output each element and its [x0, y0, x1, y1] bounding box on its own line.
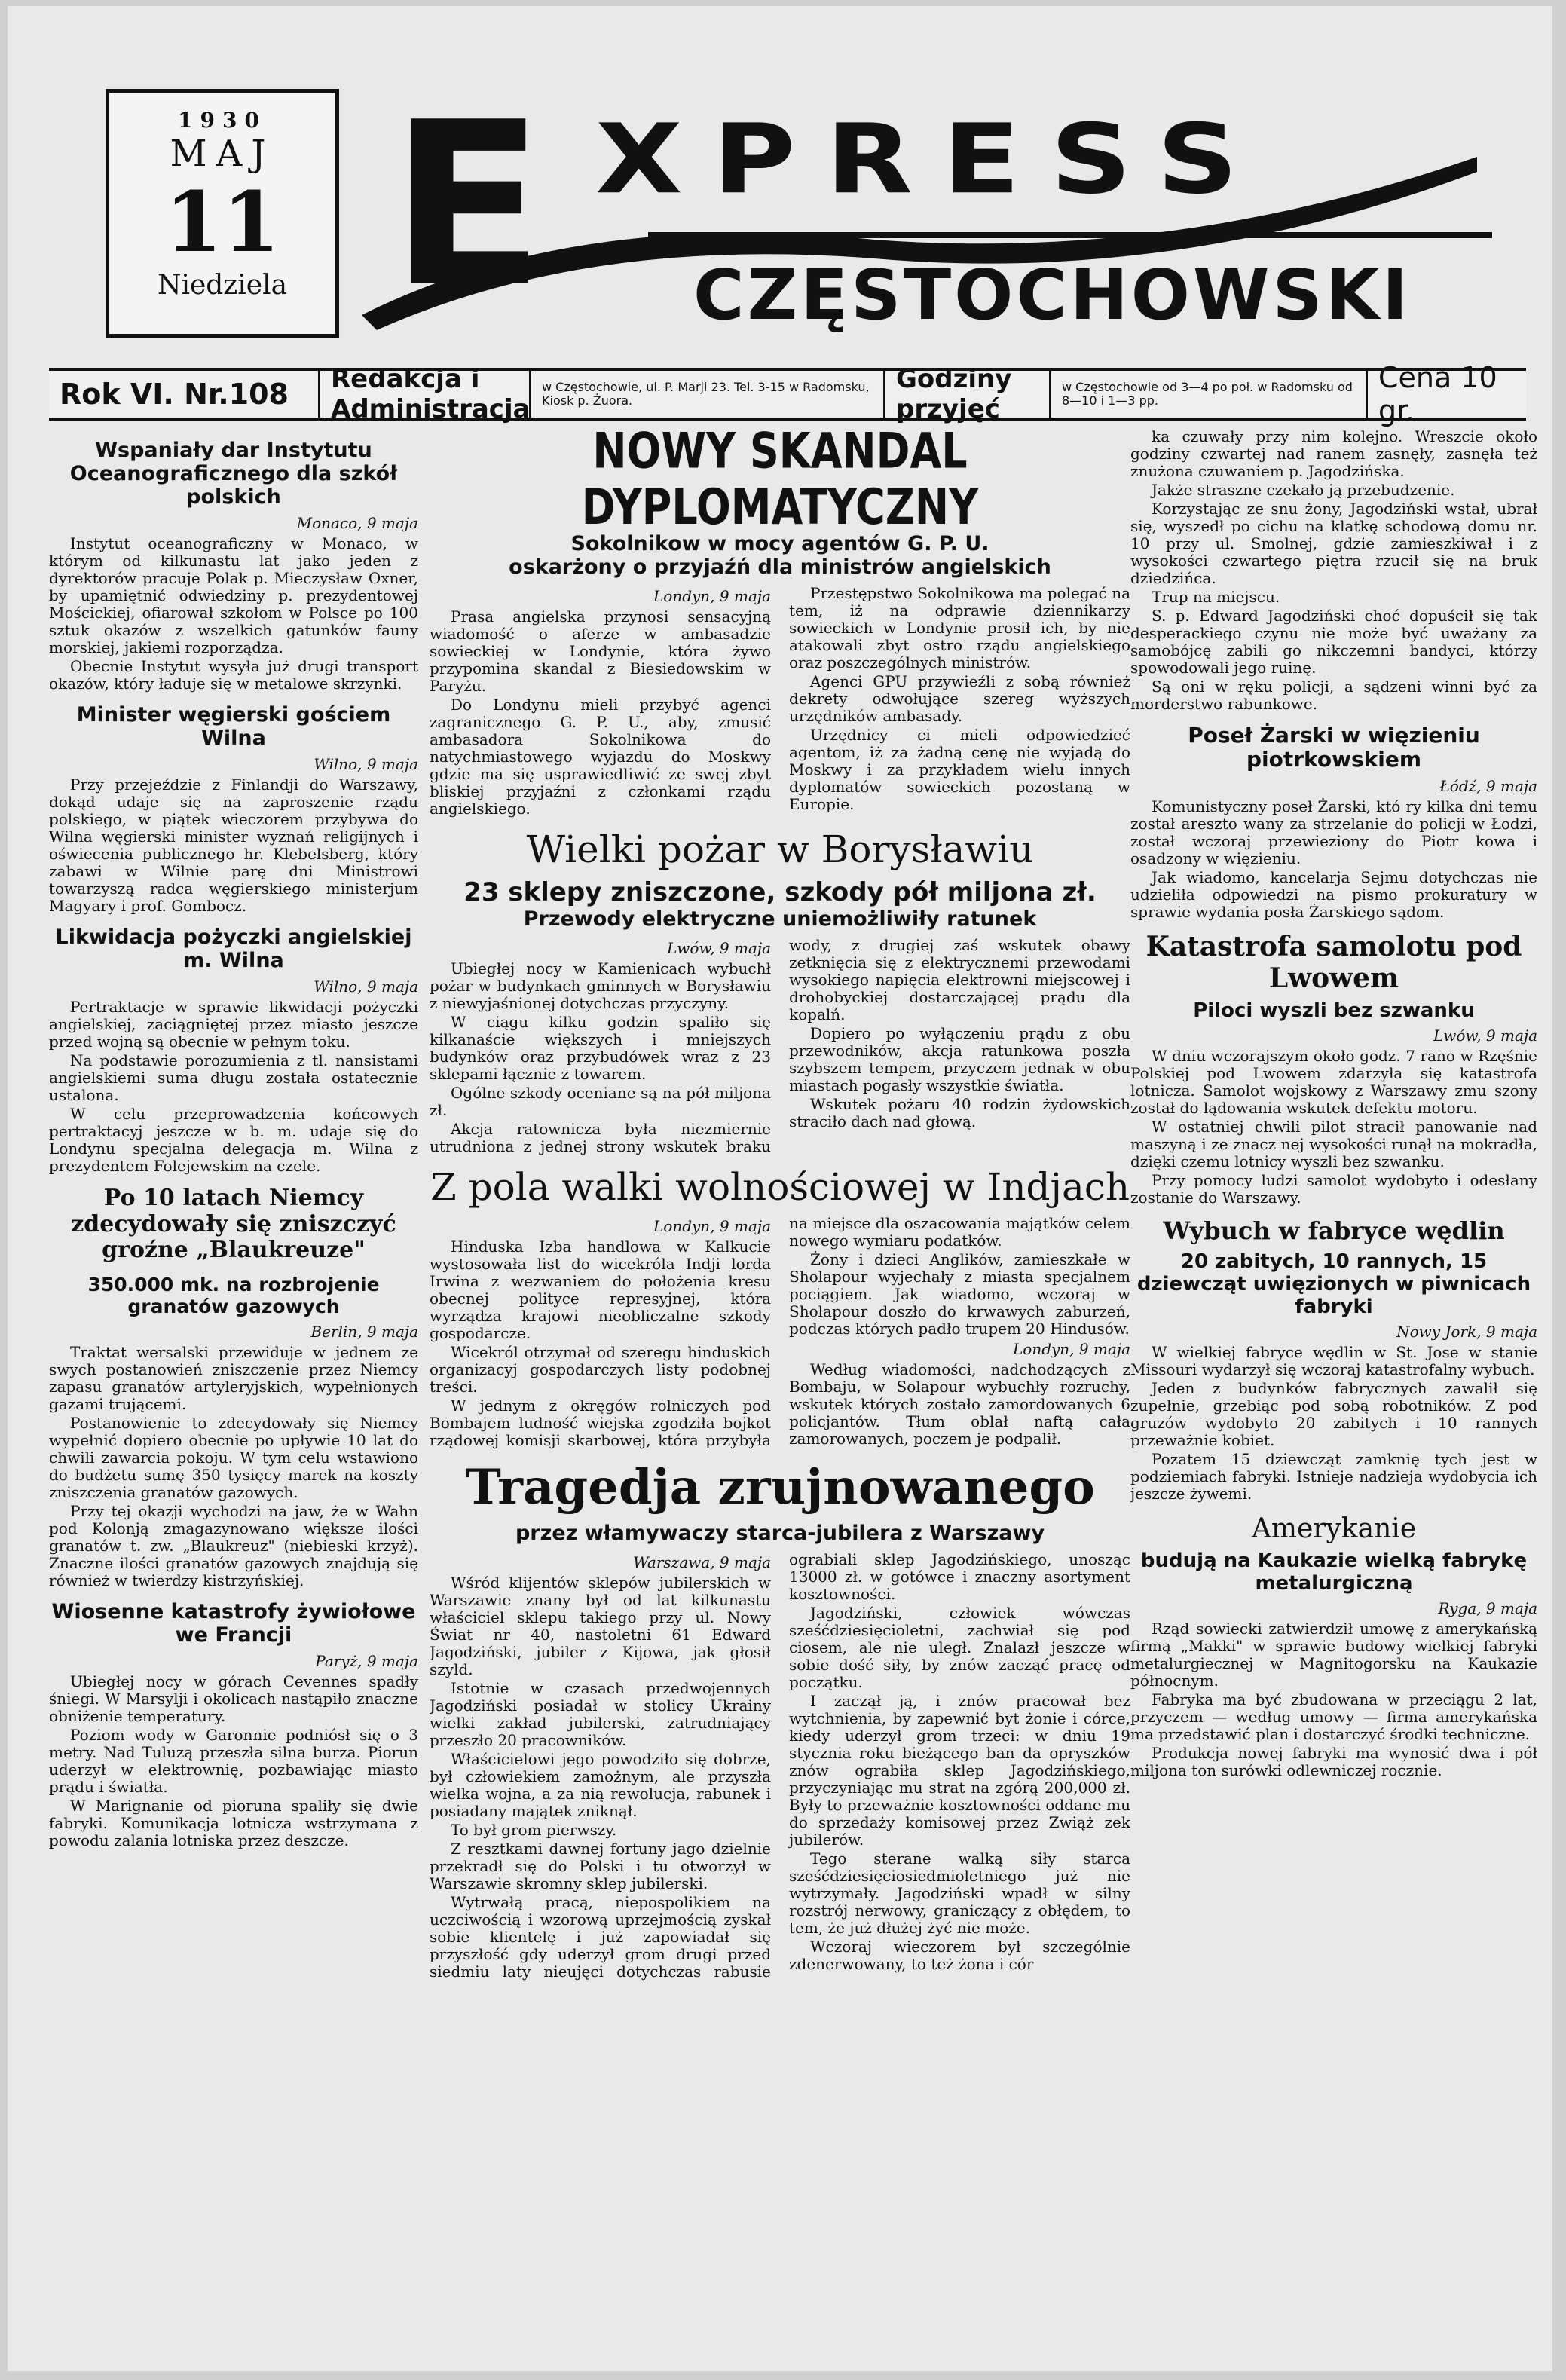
paragraph: W jednym z okręgów rolniczych pod Bombajem ludność wiejska zgodziła bojkot rządowej komisji skarbowej, która przybyła na miejsce dla oszacowania majątków celem nowego wymiaru podatków. — [430, 1214, 1130, 1450]
article-headline: Tragedja zrujnowanego — [465, 1459, 1095, 1516]
article-subheadline: 350.000 mk. na rozbrojenie granatów gazowych — [87, 1273, 380, 1317]
article-subheadline: budują na Kaukazie wielką fabrykę metalurgiczną — [1140, 1549, 1528, 1595]
main-headline: NOWY SKANDAL DYPLOMATYCZNY — [581, 428, 979, 536]
date-year: 1930 — [178, 108, 267, 133]
paragraph: W ciągu kilku godzin spaliło się kilkanaście większych i mniejszych budynków oraz przybudówek wraz z 23 sklepami łącznie z towarem. — [430, 1012, 771, 1083]
dateline: Londyn, 9 maja — [653, 1217, 771, 1236]
article-headline: Amerykanie — [1251, 1513, 1417, 1544]
paragraph: Komunistyczny poseł Żarski, któ ry kilka dni temu został areszto wany za strzelanie do policji w Łodzi, został wczoraj przewieziony do Piotr kowa i osadzony w więzieniu. — [1130, 797, 1537, 868]
article-subheadline: Przewody elektryczne uniemożliwiły ratunek — [523, 907, 1037, 931]
paragraph: Wskutek pożaru 40 rodzin żydowskich straciło dach nad głową. — [789, 1094, 1130, 1130]
paragraph: Traktat wersalski przewiduje w jednem ze swych postanowień zniszczenie przez Niemcy zapasu granatów artyleryjskich, wypełnionych gazami trującemi. — [49, 1343, 418, 1414]
paragraph: Pertraktacje w sprawie likwidacji pożyczki angielskiej, zaciągniętej przez miasto jeszcze przed wojną są obecnie w pełnym toku. — [49, 998, 418, 1051]
paragraph: ka czuwały przy nim kolejno. Wreszcie około godziny czwartej nad ranem zasnęły, zasnęła też znużona czuwaniem p. Jagodzińska. — [1130, 428, 1537, 480]
office-hours: w Częstochowie od 3—4 po poł. w Radomsku od 8—10 i 1—3 pp. — [1051, 371, 1368, 418]
left-column — [49, 428, 418, 2356]
dateline: Wilno, 9 maja — [314, 977, 418, 996]
right-column — [1130, 428, 1537, 2356]
article-body — [430, 1551, 1130, 1981]
paragraph: Produkcja nowej fabryki ma wynosić dwa i pół miljona ton surówki odlewniczej rocznie. — [1130, 1743, 1537, 1779]
dateline: Lwów, 9 maja — [667, 938, 771, 957]
paragraph: Dopiero po wyłączeniu prądu z obu przewodników, akcja ratunkowa poszła szybszem tempem, przyczem jednak w obu miastach pogasły wszystkie światła. — [789, 1023, 1130, 1094]
article-subheadline: przez włamywaczy starca-jubilera z Warszawy — [515, 1522, 1045, 1546]
paragraph: Jagodziński, człowiek wówczas sześćdziesięcioletni, zachwiał się pod ciosem, ale nie uległ. Znalazł jeszcze w sobie dość siły, by znów zacząć pracę od początku. — [789, 1604, 1130, 1692]
paragraph: Z resztkami dawnej fortuny jago dzielnie przekradł się do Polski i tu otworzył w Warszawie skromny sklep jubilerski. — [430, 1840, 771, 1893]
dateline: Lwów, 9 maja — [1433, 1026, 1537, 1045]
paragraph: Jeden z budynków fabrycznych zawalił się zupełnie, grzebiąc pod sobą robotników. Z pod gruzów wydobyto 20 zabitych i 10 rannych przeważnie kobiet. — [1130, 1378, 1537, 1449]
paragraph: Przestępstwo Sokolnikowa ma polegać na tem, iż na odprawie dziennikarzy sowieckich w Londynie prosił ich, by nie atakowali zbyt ostro rządu angielskiego oraz poszczególnych ministrów. — [789, 584, 1130, 672]
paragraph: Żony i dzieci Anglików, zamieszkałe w Sholapour wyjechały z miasta specjalnem pociągiem. Jak wiadomo, wczoraj w Sholapour doszło do krwawych zaburzeń, podczas których padło trupem 20 Hindusów. — [789, 1250, 1130, 1338]
paragraph: Jak wiadomo, kancelarja Sejmu dotychczas nie udzieliła odpowiedzi na pismo prokuratury w sprawie wydania posła Żarskiego sądom. — [1130, 868, 1537, 922]
article-headline: Po 10 latach Niemcy zdecydowały się zniszczyć groźne „Blaukreuze" — [71, 1185, 396, 1264]
paragraph: Właścicielowi jego powodziło się dobrze, był człowiekiem zamożnym, ale przyszła wielka wojna, a za nią rewolucja, rabunek i posiadany majątek zniknął. — [430, 1750, 771, 1821]
article-body — [430, 937, 1130, 1155]
paragraph: Hinduska Izba handlowa w Kalkucie wystosowała list do wicekróla Indji lorda Irwina z wezwaniem do położenia kresu obecnej polityce represyjnej, która wyrządza krajowi nieobliczalne szkody gospodarcze. — [430, 1237, 771, 1343]
paragraph: S. p. Edward Jagodziński choć dopuścił się tak desperackiego czynu nie może być uważany za samobójcę zabili go nikczemni bandyci, którzy spowodowali jego ruinę. — [1130, 607, 1537, 677]
dateline: Paryż, 9 maja — [315, 1652, 418, 1671]
dateline: Londyn, 9 maja — [653, 587, 771, 606]
paragraph: W dniu wczorajszym około godz. 7 rano w Rzęśnie Polskiej pod Lwowem zdarzyła się katastrofa lotnicza. Samolot wojskowy z Warszawy zmu szony został do lądowania wskutek defektu motoru. — [1130, 1047, 1537, 1118]
article-headline: Z pola walki wolnościowej w Indjach — [430, 1164, 1130, 1209]
paragraph: Urzędnicy ci mieli odpowiedzieć agentom, iż za żadną cenę nie wyjadą do Moskwy i za przykładem wielu innych dyplomatów sowieckich pozostaną w Europie. — [789, 726, 1130, 814]
paragraph: Ubiegłej nocy w górach Cevennes spadły śniegi. W Marsylji i okolicach nastąpiło znaczne obniżenie temperatury. — [49, 1672, 418, 1726]
paragraph: Instytut oceanograficzny w Monaco, w którym od kilkunastu lat jako jeden z dyrektorów pracuje Polak p. Mieczysław Oxner, by upamiętnić odwiedziny p. prezydentowej Mościckiej, ofiarował szkołom w Polsce po 100 sztuk okazów z wszelkich gatunków fauny morskiej, jakiemi rozporządza. — [49, 534, 418, 657]
article-subheadline: Sokolnikow w mocy agentów G. P. U. — [570, 532, 989, 556]
paragraph: Istotnie w czasach przedwojennych Jagodziński posiadał w stolicy Ukrainy wielki zakład jubilerski, zatrudniający przeszło 20 pracowników. — [430, 1679, 771, 1750]
editorial-label: Redakcja i Administracja — [320, 371, 531, 418]
paragraph: Wczoraj wieczorem był szczególnie zdenerwowany, to też żona i cór — [789, 1938, 1130, 1974]
dateline: Monaco, 9 maja — [296, 514, 418, 533]
paragraph: Fabryka ma być zbudowana w przeciągu 2 lat, przyczem — według umowy — firma amerykańska ma przedstawić plan i dostarczyć środki techniczne. — [1130, 1690, 1537, 1743]
paragraph: Akcja ratownicza była niezmiernie utrudniona z jednej strony wskutek braku wody, z drugiej zaś wskutek obawy zetknięcia się z elektrycznemi przewodami wysokiego napięcia elektrowni miejscowej i drohobyckiej dostarczającej prądu dla kopalń. — [430, 935, 1130, 1155]
article-body — [430, 1215, 1130, 1449]
paragraph: Ogólne szkody oceniane są na pół miljona zł. — [430, 1083, 771, 1119]
date-weekday: Niedziela — [157, 270, 288, 301]
paragraph: Wśród klijentów sklepów jubilerskich w Warszawie znany był od lat kilkunastu właściciel sklepu takiego przy ul. Nowy Świat nr 40, nastoletni 61 Edward Jagodziński, jubiler z Kijowa, jak głosił szyld. — [430, 1574, 771, 1679]
logo-city: CZĘSTOCHOWSKI — [693, 255, 1412, 335]
dateline: Londyn, 9 maja — [1013, 1340, 1130, 1359]
paragraph: W celu przeprowadzenia końcowych pertraktacyj jeszcze w b. m. udaje się do Londynu specjalna delegacja m. Wilna z prezydentem Folejewskim na czele. — [49, 1105, 418, 1176]
paragraph: Według wiadomości, nadchodzących z Bombaju, w Solapour wybuchły rozruchy, wskutek których zostało zamordowanych 6 policjantów. Tłum oblał naftą cała zamorowanych, poczem je podpalił. — [789, 1360, 1130, 1448]
article-subheadline: 20 zabitych, 10 rannych, 15 dziewcząt uwięzionych w piwnicach fabryki — [1136, 1250, 1531, 1318]
article-headline: Minister węgierski gościem Wilna — [76, 703, 391, 751]
article-body — [430, 585, 1130, 818]
date-box — [106, 89, 339, 338]
paragraph: W wielkiej fabryce wędlin w St. Jose w stanie Missouri wydarzył się wczoraj katastrofalny wybuch. — [1130, 1342, 1537, 1378]
paragraph: Korzystając ze snu żony, Jagodziński wstał, ubrał się, wyszedł po cichu na klatkę schodową domu nr. 10 przy ul. Smolnej, gdzie zamieszkiwał i z wysokości czwartego piętra rzucił się na bruk dziedzińca. — [1130, 500, 1537, 587]
paragraph: Pozatem 15 dziewcząt zamknię tych jest w podziemiach fabryki. Istnieje nadzieja wydobycia ich jeszcze żywemi. — [1130, 1449, 1537, 1503]
article-headline: Wielki pożar w Borysławiu — [526, 827, 1034, 872]
paragraph: Do Londynu mieli przybyć agenci zagranicznego G. P. U., aby, zmusić ambasadora Sokolnikowa do natychmiastowego wyjazdu do Moskwy gdzie ma się usprawiedliwić ze swej zbyt bliskiej przyjaźni z członkami rządu angielskiego. — [430, 696, 771, 818]
office-hours-label: Godziny przyjęć — [885, 371, 1051, 418]
paragraph: W ostatniej chwili pilot stracił panowanie nad maszyną i ze znacz nej wysokości runął na mokradła, dzięki czemu lotnicy wyszli bez szwanku. — [1130, 1118, 1537, 1171]
article-headline: Wspaniały dar Instytutu Oceanograficznego dla szkół polskich — [69, 439, 398, 509]
paragraph: Jakże straszne czekało ją przebudzenie. — [1152, 481, 1455, 499]
dateline: Nowy Jork, 9 maja — [1396, 1322, 1537, 1341]
paragraph: Na podstawie porozumienia z tl. nansistami angielskiemi suma długu została ostatecznie ustalona. — [49, 1051, 418, 1105]
article-headline: Katastrofa samolotu pod Lwowem — [1145, 931, 1522, 994]
price: Cena 10 gr. — [1378, 361, 1497, 427]
info-bar — [49, 361, 1526, 427]
article-subheadline: 23 sklepy zniszczone, szkody pół miljona zł. — [463, 876, 1097, 907]
newspaper-page — [8, 6, 1552, 2371]
article-subheadline: oskarżony o przyjaźń dla ministrów angielskich — [509, 555, 1051, 580]
paragraph: Wicekról otrzymał od szeregu hinduskich organizacyj gospodarczych listy podobnej treści. — [430, 1343, 771, 1396]
paragraph: Są oni w ręku policji, a sądzeni winni być za morderstwo rabunkowe. — [1130, 678, 1537, 713]
logo-initial: E — [390, 74, 545, 337]
paragraph: Poziom wody w Garonnie podniósł się o 3 metry. Nad Tuluzą przeszła silna burza. Piorun uderzył w elektrownię, pozbawiając miasto prądu i światła. — [49, 1726, 418, 1797]
paragraph: Ubiegłej nocy w Kamienicach wybuchł pożar w budynkach gminnych w Borysławiu z niewyjaśnionej dotychczas przyczyny. — [430, 959, 771, 1012]
paragraph: W Marignanie od pioruna spaliły się dwie fabryki. Komunikacja lotnicza wstrzymana z powodu zalania lotniska przez deszcze. — [49, 1797, 418, 1850]
newspaper-logo — [347, 74, 1537, 345]
article-headline: Likwidacja pożyczki angielskiej m. Wilna — [55, 925, 412, 973]
paragraph: To był grom pierwszy. — [451, 1821, 617, 1840]
paragraph: Prasa angielska przynosi sensacyjną wiadomość o aferze w ambasadzie sowieckiej w Londynie, która żywo przypomina skandal z Biesiedowskim w Paryżu. — [430, 607, 771, 696]
dateline: Wilno, 9 maja — [314, 755, 418, 774]
dateline: Berlin, 9 maja — [310, 1323, 418, 1341]
middle-column — [430, 428, 1130, 2356]
date-month: MAJ — [170, 133, 275, 175]
paragraph: Przy przejeździe z Finlandji do Warszawy, dokąd udaje się na zaproszenie rządu polskiego, w piątek wieczorem przybywa do Wilna węgierski minister wyznań religijnych i oświecenia publicznego hr. Klebelsberg, który zabawi w Wilnie parę dni Ministrowi towarzyszą radca węgierskiego ministerjum Magyary i prof. Gombocz. — [49, 775, 418, 916]
paragraph: Obecnie Instytut wysyła już drugi transport okazów, który ładuje się w metalowe skrzynki. — [49, 657, 418, 693]
paragraph: Trup na miejscu. — [1152, 588, 1280, 606]
issue-number: Rok VI. Nr.108 — [49, 371, 320, 418]
paragraph: Wytrwałą pracą, niepospolikiem na uczciwością i wzorową uprzejmością zyskał sobie klientelę i już zapowiadał się przyszłość gdy uderzył grom drugi przed siedmiu laty nieujęci dotychczas rabusie ograbiali sklep Jagodzińskiego, unosząc 13000 zł. w gotówce i znaczny asortyment kosztowności. — [430, 1550, 1130, 1981]
dateline: Ryga, 9 maja — [1438, 1598, 1537, 1617]
article-subheadline: Piloci wyszli bez szwanku — [1193, 999, 1475, 1023]
editorial-address: w Częstochowie, ul. P. Marji 23. Tel. 3-15 w Radomsku, Kiosk p. Żuora. — [531, 371, 885, 418]
dateline: Łódź, 9 maja — [1439, 777, 1537, 796]
paragraph: Rząd sowiecki zatwierdził umowę z amerykańską firmą „Makki" w sprawie budowy wielkiej fabryki metalurgiecznej w Magnitogorsku na Kaukazie północnym. — [1130, 1619, 1537, 1690]
article-headline: Wiosenne katastrofy żywiołowe we Francji — [51, 1600, 416, 1647]
logo-title: XPRESS — [595, 104, 1268, 216]
article-headline: Poseł Żarski w więzieniu piotrkowskiem — [1188, 723, 1480, 772]
masthead — [60, 74, 1537, 353]
paragraph: Przy tej okazji wychodzi na jaw, że w Wahn pod Kolonją zmagazynowano większe ilości granatów t. zw. „Blaukreuz" (niebieski krzyż). Znaczne ilości granatów gazowych znajdują się również w twierdzy kistrzyńskiej. — [49, 1502, 418, 1590]
date-day: 11 — [164, 173, 280, 271]
article-headline: Wybuch w fabryce wędlin — [1163, 1216, 1505, 1246]
paragraph: I zaczął ją, i znów pracował bez wytchnienia, by zapewnić byt żonie i córce, kiedy uderzył grom trzeci: w dniu 19 stycznia roku bieżącego ban da opryszków znów ograbiła sklep Jagodzińskiego, przyczyniając mu strat na zgórą 200,000 zł. Były to przeważnie kosztowności oddane mu do sprzedaży komisowej przez Zwiąż zek jubilerów. — [789, 1692, 1130, 1849]
paragraph: Agenci GPU przywieźli z sobą również dekrety odwołujące szereg wyższych urzędników ambasady. — [789, 672, 1130, 726]
paragraph: Przy pomocy ludzi samolot wydobyto i odesłany zostanie do Warszawy. — [1130, 1171, 1537, 1207]
paragraph: Postanowienie to zdecydowały się Niemcy wypełnić dopiero obecnie po upływie 10 lat do chwili zawarcia pokoju. W tym celu wstawiono do budżetu sumę 350 tysięcy marek na koszty zniszczenia granatów gazowych. — [49, 1414, 418, 1502]
dateline: Warszawa, 9 maja — [633, 1553, 771, 1572]
paragraph: Tego sterane walką siły starca sześćdziesięciosiedmioletniego już nie wytrzymały. Jagodziński wpadł w silny rozstrój nerwowy, graniczący z obłędem, to tem, że już dłużej żyć nie może. — [789, 1849, 1130, 1938]
